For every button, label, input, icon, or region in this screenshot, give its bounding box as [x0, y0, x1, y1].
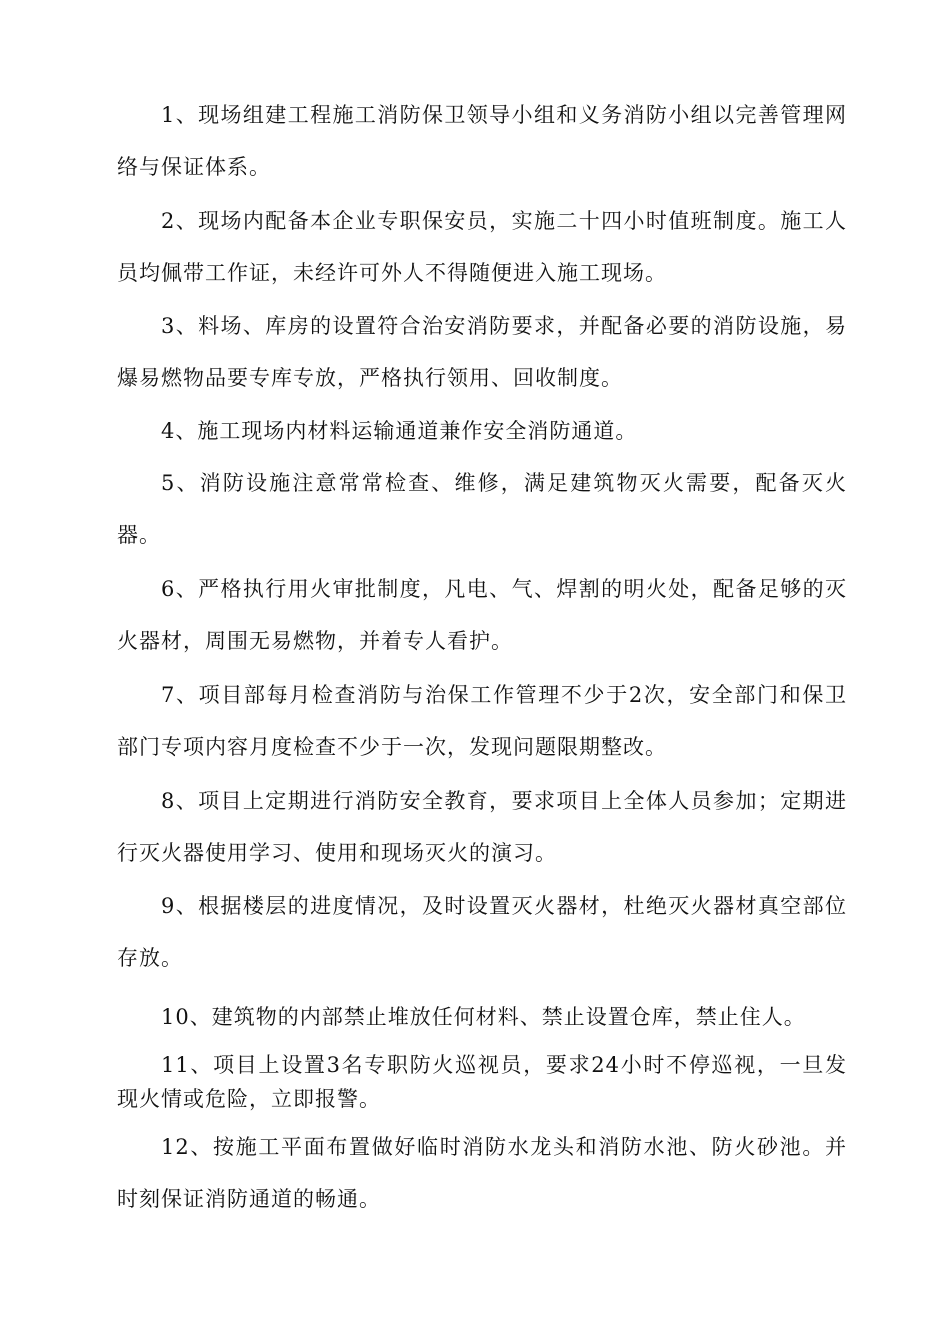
paragraph-5: 5、消防设施注意常常检查、维修，满足建筑物灭火需要，配备灭火器。 — [117, 471, 847, 547]
paragraph-4: 4、施工现场内材料运输通道兼作安全消防通道。 — [161, 419, 638, 443]
paragraph-10: 10、建筑物的内部禁止堆放任何材料、禁止设置仓库，禁止住人。 — [161, 1005, 806, 1029]
paragraph-3: 3、料场、库房的设置符合治安消防要求，并配备必要的消防设施，易爆易燃物品要专库专放，严格执行领用、回收制度。 — [117, 314, 847, 390]
paragraph-2: 2、现场内配备本企业专职保安员，实施二十四小时值班制度。施工人员均佩带工作证，未经许可外人不得随便进入施工现场。 — [117, 209, 847, 285]
paragraph-8: 8、项目上定期进行消防安全教育，要求项目上全体人员参加；定期进行灭火器使用学习、使用和现场灭火的演习。 — [117, 789, 847, 865]
paragraph-9: 9、根据楼层的进度情况，及时设置灭火器材，杜绝灭火器材真空部位存放。 — [117, 894, 847, 970]
paragraph-7: 7、项目部每月检查消防与治保工作管理不少于2次，安全部门和保卫部门专项内容月度检查不少于一次，发现问题限期整改。 — [117, 683, 847, 759]
paragraph-12: 12、按施工平面布置做好临时消防水龙头和消防水池、防火砂池。并时刻保证消防通道的畅通。 — [117, 1135, 847, 1211]
paragraph-1: 1、现场组建工程施工消防保卫领导小组和义务消防小组以完善管理网络与保证体系。 — [117, 103, 847, 179]
paragraph-6: 6、严格执行用火审批制度，凡电、气、焊割的明火处，配备足够的灭火器材，周围无易燃物，并着专人看护。 — [117, 577, 847, 653]
paragraph-11: 11、项目上设置3名专职防火巡视员，要求24小时不停巡视，一旦发现火情或危险，立即报警。 — [117, 1053, 847, 1111]
